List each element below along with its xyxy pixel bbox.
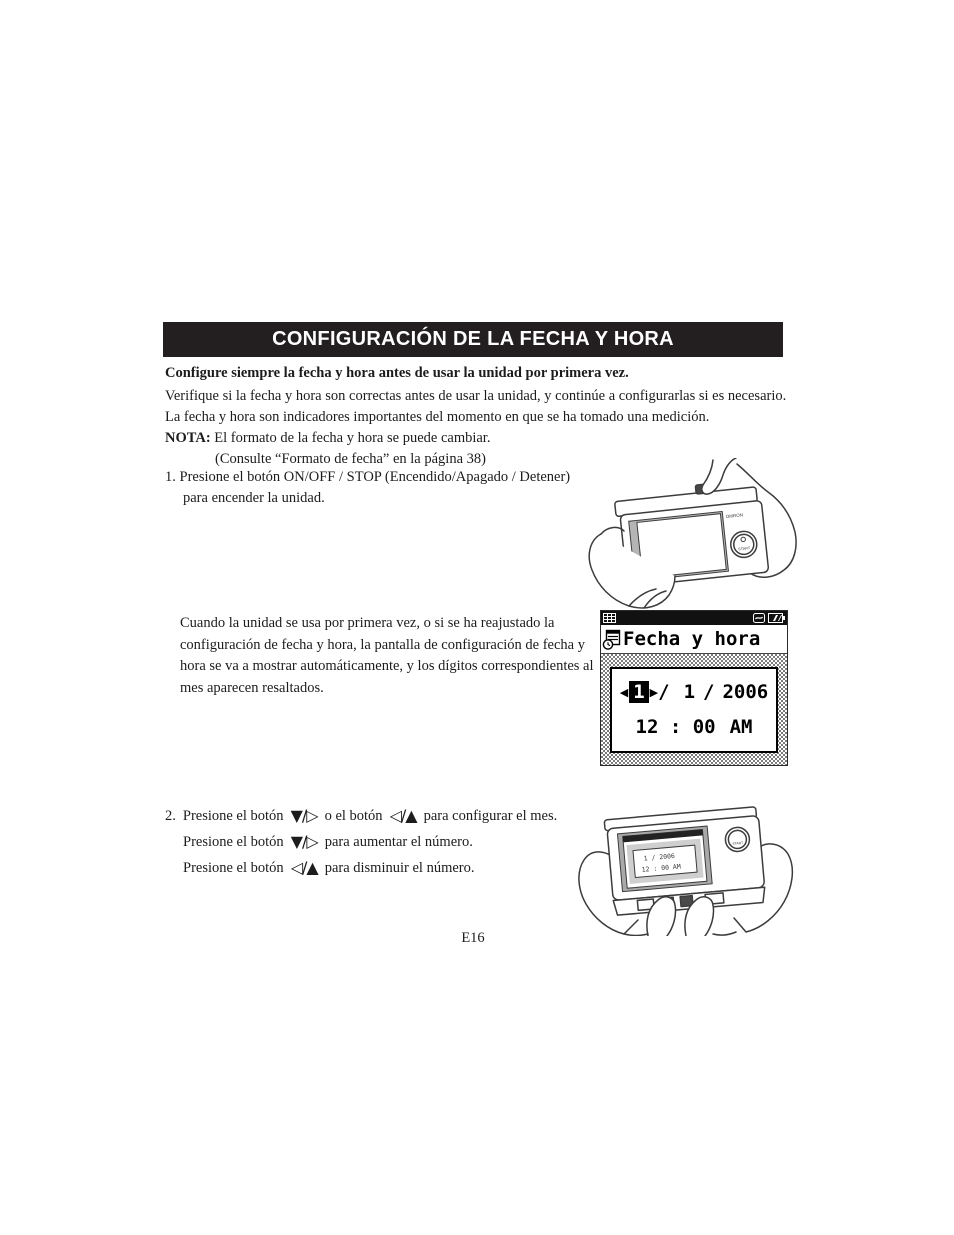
- start-button-label: START: [732, 840, 744, 846]
- lcd-screen: [600, 610, 788, 766]
- step1-number: 1.: [165, 469, 176, 485]
- step1-line1: [165, 467, 570, 488]
- mini-lcd-date: 1 / 2006: [643, 851, 676, 863]
- step1-text: Presione el botón ON/OFF / STOP (Encendido/Apagado / Detener): [179, 469, 571, 485]
- intro-line: Verifique si la fecha y hora son correctas antes de usar la unidad, y continúe a configurarlas si es necesario.: [165, 388, 787, 404]
- lcd-title: Fecha y hora: [623, 628, 761, 650]
- left-up-button-icon: ◁/▲: [389, 805, 417, 825]
- note-line: [165, 428, 490, 449]
- lcd-status-bar: [601, 611, 787, 625]
- battery-icon: [768, 613, 785, 623]
- start-button-label: START: [737, 546, 751, 552]
- lcd-date-row: [620, 681, 769, 703]
- down-right-button-icon: ▼/▷: [290, 805, 318, 825]
- lcd-year-value: 2006: [722, 681, 769, 704]
- lcd-meridiem: AM: [729, 715, 753, 738]
- page-title: CONFIGURACIÓN DE LA FECHA Y HORA: [272, 328, 674, 350]
- intro-line: La fecha y hora son indicadores importantes del momento en que se ha tomado una medición.: [165, 409, 710, 425]
- step2-text: para configurar el mes.: [423, 808, 558, 824]
- select-left-arrow-icon: ◀: [619, 685, 629, 699]
- lcd-month-value: 1: [629, 681, 648, 703]
- select-right-arrow-icon: ▶: [649, 685, 659, 699]
- lcd-time-row: [636, 716, 753, 738]
- page-number: E16: [461, 930, 485, 946]
- mini-lcd-time: 12 : 00 AM: [641, 862, 682, 874]
- step2-text: o el botón: [324, 808, 383, 824]
- set-month-drawing: [578, 788, 795, 936]
- first-use-paragraph: [180, 613, 594, 699]
- lcd-date-box: [610, 667, 778, 753]
- device-illustration-set-month: [578, 788, 795, 936]
- date-time-icon: [602, 629, 621, 650]
- intro-lead: Configure siempre la fecha y hora antes de usar la unidad por primera vez.: [165, 365, 629, 381]
- step2-line3: [183, 858, 474, 879]
- step2-text: Presione el botón: [182, 808, 284, 824]
- lcd-dither-area: [601, 654, 787, 765]
- first-use-line: Cuando la unidad se usa por primera vez, o si se ha reajustado la: [180, 615, 555, 631]
- intro-paragraph: [165, 386, 786, 428]
- device-group: [604, 807, 766, 916]
- status-indicator-icon: [753, 613, 765, 623]
- lcd-day-value: 1: [683, 681, 696, 704]
- menu-grid-icon: [603, 613, 616, 623]
- first-use-line: configuración de fecha y hora, la pantalla de configuración de fecha y: [180, 636, 585, 653]
- step2-text: Presione el botón: [183, 860, 284, 876]
- step2-text: Presione el botón: [183, 834, 284, 850]
- step2-number: 2.: [165, 808, 176, 824]
- step2-text: para disminuir el número.: [324, 860, 475, 876]
- first-use-line: hora se va a mostrar automáticamente, y los dígitos correspondientes al: [180, 658, 594, 674]
- lcd-time-value: 12 : 00: [635, 715, 716, 738]
- first-use-line: mes aparecen resaltados.: [180, 679, 324, 696]
- lcd-title-row: [601, 625, 787, 654]
- device-illustration-power-on: [585, 458, 800, 610]
- step2-line2: [183, 832, 473, 853]
- lcd-date-separator: /: [658, 681, 670, 704]
- brand-label: OMRON: [725, 512, 744, 520]
- lcd-date-separator: /: [703, 681, 715, 704]
- power-on-drawing: [585, 458, 800, 610]
- note-label: NOTA:: [165, 430, 211, 446]
- step2-text: para aumentar el número.: [324, 834, 473, 850]
- note-text: El formato de la fecha y hora se puede cambiar.: [214, 430, 491, 446]
- step2-line1: [165, 806, 557, 827]
- down-right-button-icon: ▼/▷: [290, 831, 318, 851]
- step1-line2: para encender la unidad.: [183, 490, 325, 506]
- note-reference: (Consulte “Formato de fecha” en la página 38): [215, 451, 486, 467]
- section-title-bar: [163, 322, 783, 357]
- left-up-button-icon: ◁/▲: [290, 857, 318, 877]
